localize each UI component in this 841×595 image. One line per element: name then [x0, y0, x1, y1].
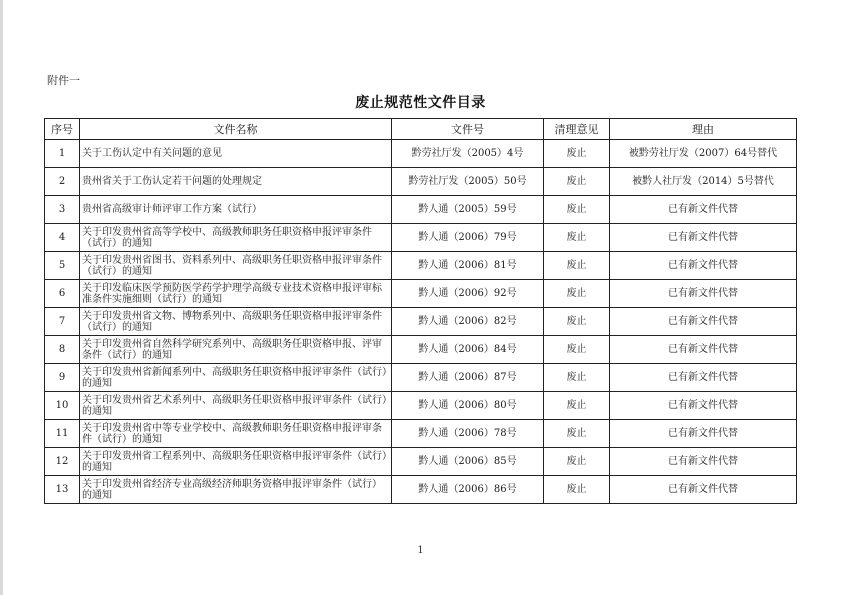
- row-reason: 已有新文件代替: [610, 196, 797, 224]
- row-serial-number: 8: [45, 336, 80, 364]
- attachment-label: 附件一: [47, 74, 80, 87]
- row-cleanup-opinion: 废止: [544, 252, 610, 280]
- table-row: [45, 252, 797, 280]
- table-row: [45, 364, 797, 392]
- row-reason: 已有新文件代替: [610, 476, 797, 504]
- row-cleanup-opinion: 废止: [544, 448, 610, 476]
- document-title: 废止规范性文件目录: [355, 95, 486, 111]
- table-row: [45, 448, 797, 476]
- table-row: [45, 196, 797, 224]
- row-document-number: 黔人通（2006）80号: [392, 392, 544, 420]
- document-table: [44, 118, 797, 504]
- table-row: [45, 308, 797, 336]
- row-serial-number: 12: [45, 448, 80, 476]
- row-serial-number: 13: [45, 476, 80, 504]
- table-row: [45, 476, 797, 504]
- row-document-name: 关于印发贵州省图书、资料系列中、高级职务任职资格申报评审条件（试行）的通知: [80, 252, 392, 280]
- row-cleanup-opinion: 废止: [544, 140, 610, 168]
- row-reason: 被黔人社厅发（2014）5号替代: [610, 168, 797, 196]
- row-reason: 已有新文件代替: [610, 280, 797, 308]
- table-row: [45, 392, 797, 420]
- row-reason: 已有新文件代替: [610, 420, 797, 448]
- row-serial-number: 11: [45, 420, 80, 448]
- row-document-name: 关于工伤认定中有关问题的意见: [80, 140, 392, 168]
- table-row: [45, 140, 797, 168]
- row-cleanup-opinion: 废止: [544, 168, 610, 196]
- row-document-number: 黔人通（2006）84号: [392, 336, 544, 364]
- row-cleanup-opinion: 废止: [544, 336, 610, 364]
- row-document-name: 关于印发贵州省高等学校中、高级教师职务任职资格申报评审条件（试行）的通知: [80, 224, 392, 252]
- header-serial-number: 序号: [45, 119, 80, 140]
- row-reason: 已有新文件代替: [610, 308, 797, 336]
- row-cleanup-opinion: 废止: [544, 196, 610, 224]
- row-serial-number: 9: [45, 364, 80, 392]
- row-document-number: 黔人通（2006）78号: [392, 420, 544, 448]
- row-cleanup-opinion: 废止: [544, 420, 610, 448]
- row-serial-number: 5: [45, 252, 80, 280]
- row-cleanup-opinion: 废止: [544, 308, 610, 336]
- row-reason: 已有新文件代替: [610, 364, 797, 392]
- row-serial-number: 1: [45, 140, 80, 168]
- row-serial-number: 3: [45, 196, 80, 224]
- header-document-number: 文件号: [392, 119, 544, 140]
- row-serial-number: 6: [45, 280, 80, 308]
- row-serial-number: 7: [45, 308, 80, 336]
- row-reason: 已有新文件代替: [610, 336, 797, 364]
- row-document-name: 关于印发贵州省工程系列中、高级职务任职资格申报评审条件（试行）的通知: [80, 448, 392, 476]
- row-document-name: 关于印发贵州省经济专业高级经济师职务资格申报评审条件（试行）的通知: [80, 476, 392, 504]
- table-row: [45, 168, 797, 196]
- row-document-number: 黔人通（2005）59号: [392, 196, 544, 224]
- row-serial-number: 4: [45, 224, 80, 252]
- row-reason: 已有新文件代替: [610, 448, 797, 476]
- row-document-name: 关于印发贵州省文物、博物系列中、高级职务任职资格申报评审条件（试行）的通知: [80, 308, 392, 336]
- row-document-number: 黔劳社厅发（2005）4号: [392, 140, 544, 168]
- header-document-name: 文件名称: [80, 119, 392, 140]
- row-document-name: 关于印发贵州省自然科学研究系列中、高级职务任职资格申报、评审条件（试行）的通知: [80, 336, 392, 364]
- row-cleanup-opinion: 废止: [544, 280, 610, 308]
- table-row: [45, 336, 797, 364]
- row-document-number: 黔劳社厅发（2005）50号: [392, 168, 544, 196]
- scan-edge: [0, 0, 3, 595]
- row-document-name: 贵州省关于工伤认定若干问题的处理规定: [80, 168, 392, 196]
- row-document-name: 贵州省高级审计师评审工作方案（试行）: [80, 196, 392, 224]
- header-cleanup-opinion: 清理意见: [544, 119, 610, 140]
- table-row: [45, 224, 797, 252]
- row-document-number: 黔人通（2006）85号: [392, 448, 544, 476]
- row-reason: 已有新文件代替: [610, 224, 797, 252]
- row-document-name: 关于印发临床医学预防医学药学护理学高级专业技术资格申报评审标准条件实施细则（试行）的通知: [80, 280, 392, 308]
- row-document-number: 黔人通（2006）81号: [392, 252, 544, 280]
- row-reason: 已有新文件代替: [610, 252, 797, 280]
- row-document-name: 关于印发贵州省艺术系列中、高级职务任职资格申报评审条件（试行）的通知: [80, 392, 392, 420]
- row-document-name: 关于印发贵州省中等专业学校中、高级教师职务任职资格申报评审条件（试行）的通知: [80, 420, 392, 448]
- row-serial-number: 10: [45, 392, 80, 420]
- row-reason: 被黔劳社厅发（2007）64号替代: [610, 140, 797, 168]
- row-document-number: 黔人通（2006）86号: [392, 476, 544, 504]
- row-reason: 已有新文件代替: [610, 392, 797, 420]
- row-document-number: 黔人通（2006）79号: [392, 224, 544, 252]
- row-document-number: 黔人通（2006）87号: [392, 364, 544, 392]
- row-document-name: 关于印发贵州省新闻系列中、高级职务任职资格申报评审条件（试行）的通知: [80, 364, 392, 392]
- row-cleanup-opinion: 废止: [544, 364, 610, 392]
- table-header-row: [45, 119, 797, 140]
- row-serial-number: 2: [45, 168, 80, 196]
- row-cleanup-opinion: 废止: [544, 224, 610, 252]
- table-row: [45, 280, 797, 308]
- row-document-number: 黔人通（2006）92号: [392, 280, 544, 308]
- row-cleanup-opinion: 废止: [544, 476, 610, 504]
- row-document-number: 黔人通（2006）82号: [392, 308, 544, 336]
- header-reason: 理由: [610, 119, 797, 140]
- row-cleanup-opinion: 废止: [544, 392, 610, 420]
- page-number: 1: [417, 545, 424, 556]
- table-row: [45, 420, 797, 448]
